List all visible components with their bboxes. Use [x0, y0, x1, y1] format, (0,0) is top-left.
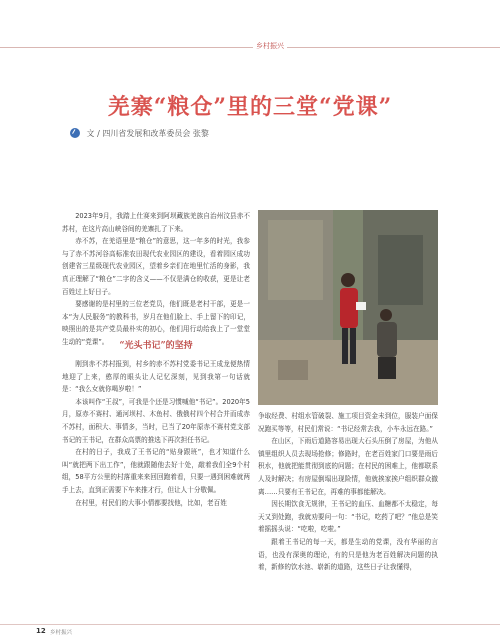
section-label: 乡村振兴 [253, 41, 287, 51]
footer-label: 乡村振兴 [50, 630, 73, 636]
photo-illustration [258, 210, 438, 405]
paragraph: 要感谢的是村里的三位老党员，他们既是老村干部，更是一本“为人民服务”的教科书，岁月在他们脸上、手上留下的印记，映照出的是共产党员最朴实的初心，他们用行动给我上了一堂堂生动的“党课”。 [62, 300, 250, 346]
paragraph: 跟着王书记的每一天，都是生动的党课，没有华丽的言语，也没有深奥的理论，有的只是他为老百姓解决问题的执着，新修的饮水池、崭新的道路，这些日子让我懂得， [258, 537, 438, 572]
header-rule [0, 47, 500, 48]
left-column [62, 358, 250, 509]
article-title: 羌寨“粮仓”里的三堂“党课” [107, 94, 393, 120]
article-photo [258, 210, 438, 405]
page-number: 12 [36, 627, 46, 635]
paragraph: 因长期饮食无规律，王书记的血压、血糖都不太稳定，每天又到处跑，我就劝要问一句：“书记，吃药了吧？”他总是笑着摇摇头说：“吃啦，吃啦。” [258, 500, 438, 534]
paragraph: 本该叫作“王叔”，可我是个还是习惯喊他“书记”。2020年5月，原赤不赛村、通河坝村、木鱼村、俄俄村四个村合并而成赤不苏村，面积大、事情多，当时，已当了20年原赤不赛村党支部书记的王书记，在群众高票的推选下再次担任书记。 [62, 397, 250, 444]
intro-column [62, 210, 250, 349]
right-column [258, 410, 438, 574]
paragraph: 争取经费、村组水管破裂、施工项目资金未到位，服装户面保况跑买等等，村民们常说：“书记经常去我，小车永远在路。” [258, 412, 438, 433]
byline [70, 128, 209, 139]
paragraph: 在山区，下雨后道路容易出现大石头压倒了房屋，为他从镇里组织人员去现场抢修；修路时，在老百姓家门口要是雨后积水，他就把能贯彻到底的问题；在村民的困难上，他都联系人及时解决；有房屋倒塌出现险情，他就挨家挨户组织群众撤离……只要有王书记在，再难的事都能解决。 [258, 437, 438, 496]
paragraph: 赤不苏，在羌语里是“粮仓”的意思，这一年多的时光，我参与了赤不苏河谷高标准农田现代农业园区的建设，看着园区成功创建省三星级现代农业园区，望着乡亲们在地里忙活的身影，我真正理解了“粮仓”二字的含义——不仅是满仓的收获，更是让老百姓过上好日子。 [62, 237, 250, 296]
paragraph: 2023年9月，我踏上仕赛来到阿坝藏族羌族自治州汶县赤不苏村，在这片高山峡谷间的羌寨扎了下来。 [62, 212, 250, 233]
paragraph: 刚到赤不苏村报到，村乡的赤不苏村党委书记王成龙便热情地迎了上来，憨厚的眼头让人记忆深刻，见到我第一句话就是：“我么女就你喝岁啦！” [62, 360, 250, 394]
paragraph: 在村里，村民们的大事小情都要找他，比如，老百姓 [75, 498, 227, 507]
footer-rule [0, 624, 500, 625]
section-subheading: “光头书记”的坚持 [119, 341, 193, 351]
pen-icon [70, 128, 80, 138]
byline-text: 文 / 四川省发展和改革委员会 张黎 [86, 129, 209, 138]
paragraph: 在村的日子，我成了王书记的“贴身跟班”，也才知道什么叫“就把两下出工作”，他就跟随他去好十处，敲着我们全9个村组，58平方公里的村落重来来回回跑着看，只要一遇到困难就两手上去，直到正需要下车来推才行，但让人十分敬佩。 [62, 448, 250, 494]
